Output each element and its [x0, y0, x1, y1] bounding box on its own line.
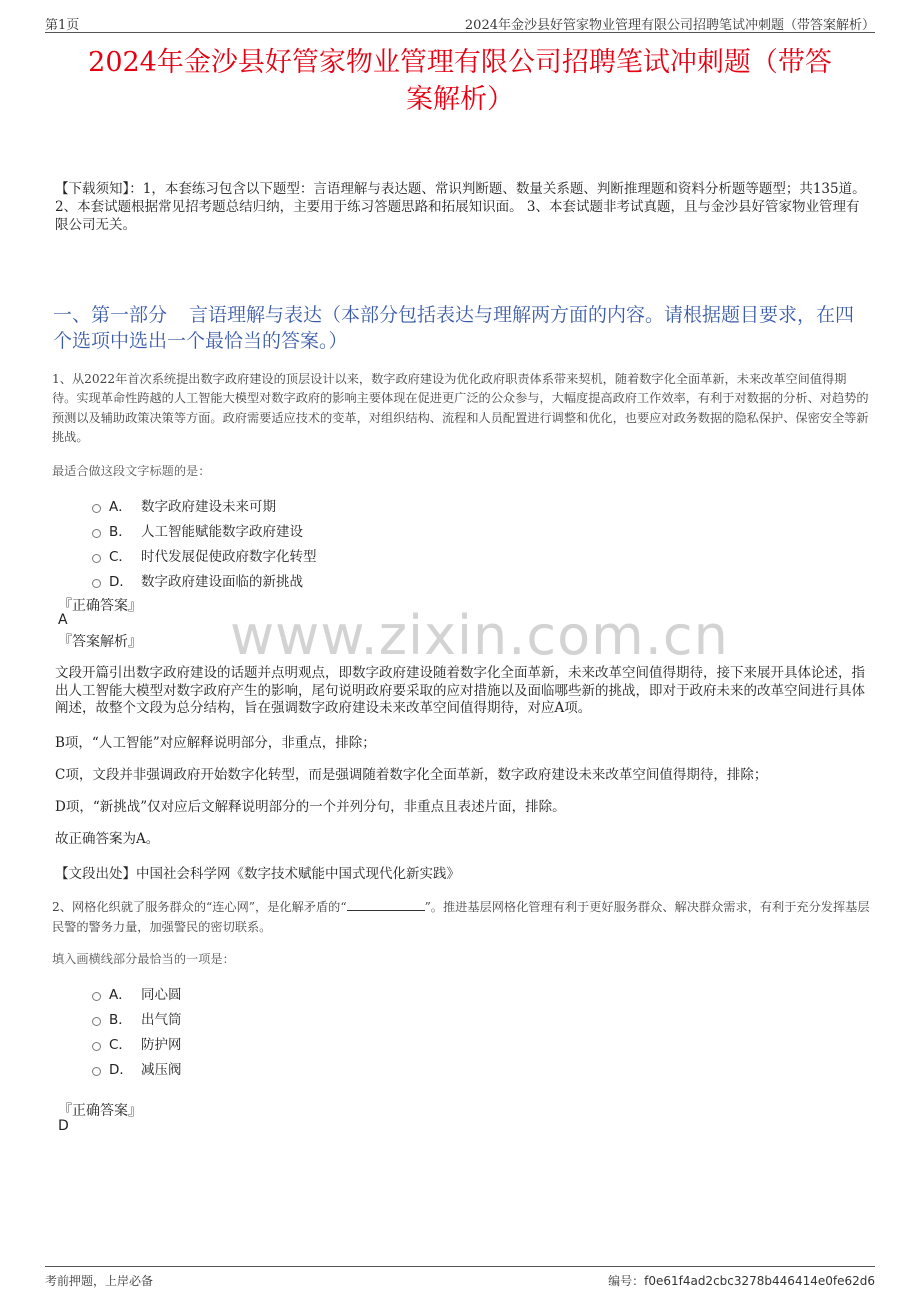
- question-2-prompt: 填入画横线部分最恰当的一项是：: [52, 952, 235, 966]
- running-header-title: 2024年金沙县好管家物业管理有限公司招聘笔试冲刺题（带答案解析）: [464, 18, 875, 33]
- fill-blank: [347, 899, 425, 911]
- watermark: www.zixin.com.cn: [230, 604, 729, 667]
- document-title: [40, 44, 880, 118]
- question-1-prompt: 最适合做这段文字标题的是：: [52, 464, 211, 478]
- option-text: 数字政府建设未来可期: [141, 499, 276, 515]
- radio-icon[interactable]: [92, 1067, 101, 1076]
- option-text: 减压阀: [141, 1062, 182, 1078]
- page-number: 第1页: [45, 18, 80, 33]
- section-heading: [53, 302, 870, 354]
- q2-option-c[interactable]: [92, 1033, 182, 1053]
- q1-option-c[interactable]: [92, 545, 317, 565]
- footer-code-label: 编号：: [608, 1274, 645, 1288]
- option-letter: B．: [109, 1012, 132, 1028]
- q1-source: 【文段出处】中国社会科学网《数字技术赋能中国式现代化新实践》: [55, 866, 460, 882]
- option-letter: D．: [109, 1062, 133, 1078]
- q1-analysis-d: D项，“新挑战”仅对应后文解释说明部分的一个并列分句，非重点且表述片面，排除。: [55, 799, 566, 815]
- q2-answer-label: 『正确答案』: [58, 1103, 142, 1119]
- radio-icon[interactable]: [92, 554, 101, 563]
- option-text: 同心圆: [141, 987, 182, 1003]
- header-rule: [45, 32, 875, 33]
- section-number: 一、第一部分: [53, 304, 168, 326]
- q1-answer: A: [58, 612, 68, 628]
- q1-analysis-b: B项，“人工智能”对应解释说明部分，非重点，排除；: [55, 735, 376, 751]
- question-1-stem: 1、从2022年首次系统提出数字政府建设的顶层设计以来，数字政府建设为优化政府职责体系带来契机，随着数字化全面革新，未来改革空间值得期待。实现革命性跨越的人工智能大模型对数字政府的影响主要体现在促进更广泛的公众参与，大幅度提高政府工作效率，有利于对数据的分析、对趋势的预测以及辅助政策决策等方面。政府需要适应技术的变革，对组织结构、流程和人员配置进行调整和优化，也要应对政务数据的隐私保护、保密安全等新挑战。: [52, 372, 869, 444]
- option-letter: A．: [109, 987, 132, 1003]
- q1-option-b[interactable]: [92, 520, 303, 540]
- q2-option-b[interactable]: [92, 1008, 182, 1028]
- title-line-1: 2024年金沙县好管家物业管理有限公司招聘笔试冲刺题（带答: [88, 47, 832, 78]
- q1-conclusion: 故正确答案为A。: [55, 831, 160, 847]
- question-2-stem: [52, 897, 870, 937]
- option-letter: D．: [109, 574, 133, 590]
- option-letter: C．: [109, 1037, 132, 1053]
- q2-stem-after: ”。推进基层网格化管理有利于更好服务群众、解决群众需求，有利于充分发挥基层民警的警务力量，加强警民的密切联系。: [52, 900, 870, 934]
- footer-slogan: 考前押题，上岸必备: [45, 1274, 154, 1288]
- radio-icon[interactable]: [92, 1042, 101, 1051]
- title-line-2: 案解析）: [406, 84, 514, 115]
- q1-analysis-label: 『答案解析』: [58, 634, 142, 650]
- download-notice: 【下载须知】：1，本套练习包含以下题型：言语理解与表达题、常识判断题、数量关系题、判断推理题和资料分析题等题型；共135道。 2、本套试题根据常见招考题总结归纳，主要用于练习答题思路和拓展知识面。 3、本套试题非考试真题，且与金沙县好管家物业管理有限公司无关。: [55, 181, 866, 233]
- radio-icon[interactable]: [92, 504, 101, 513]
- option-letter: A．: [109, 499, 132, 515]
- q1-option-d[interactable]: [92, 570, 303, 590]
- q2-option-d[interactable]: [92, 1058, 182, 1078]
- q2-stem-before: 2、网格化织就了服务群众的“连心网”，是化解矛盾的“: [52, 900, 347, 914]
- option-text: 防护网: [141, 1037, 182, 1053]
- radio-icon[interactable]: [92, 992, 101, 1001]
- q1-answer-label: 『正确答案』: [58, 598, 142, 614]
- section-text: 言语理解与表达（本部分包括表达与理解两方面的内容。请根据题目要求，在四个选项中选出一个最恰当的答案。）: [53, 304, 855, 352]
- option-text: 人工智能赋能数字政府建设: [141, 524, 303, 540]
- q1-analysis-paragraph: 文段开篇引出数字政府建设的话题并点明观点，即数字政府建设随着数字化全面革新，未来改革空间值得期待，接下来展开具体论述，指出人工智能大模型对数字政府产生的影响，尾句说明政府要采取的应对措施以及面临哪些新的挑战，即对于政府未来的改革空间进行具体阐述，故整个文段为总分结构，旨在强调数字政府建设未来改革空间值得期待，对应A项。: [55, 665, 865, 716]
- option-text: 数字政府建设面临的新挑战: [141, 574, 303, 590]
- option-text: 出气筒: [141, 1012, 182, 1028]
- option-letter: B．: [109, 524, 132, 540]
- radio-icon[interactable]: [92, 579, 101, 588]
- q1-option-a[interactable]: [92, 495, 276, 515]
- option-text: 时代发展促使政府数字化转型: [141, 549, 317, 565]
- radio-icon[interactable]: [92, 1017, 101, 1026]
- q2-option-a[interactable]: [92, 983, 182, 1003]
- q2-answer: D: [58, 1118, 69, 1134]
- q1-analysis-c: C项，文段并非强调政府开始数字化转型，而是强调随着数字化全面革新，数字政府建设未来改革空间值得期待，排除；: [55, 767, 768, 783]
- footer-code: [608, 1272, 875, 1289]
- footer-rule: [45, 1266, 875, 1267]
- option-letter: C．: [109, 549, 132, 565]
- radio-icon[interactable]: [92, 529, 101, 538]
- footer-code-value: f0e61f4ad2cbc3278b446414e0fe62d6: [644, 1274, 875, 1288]
